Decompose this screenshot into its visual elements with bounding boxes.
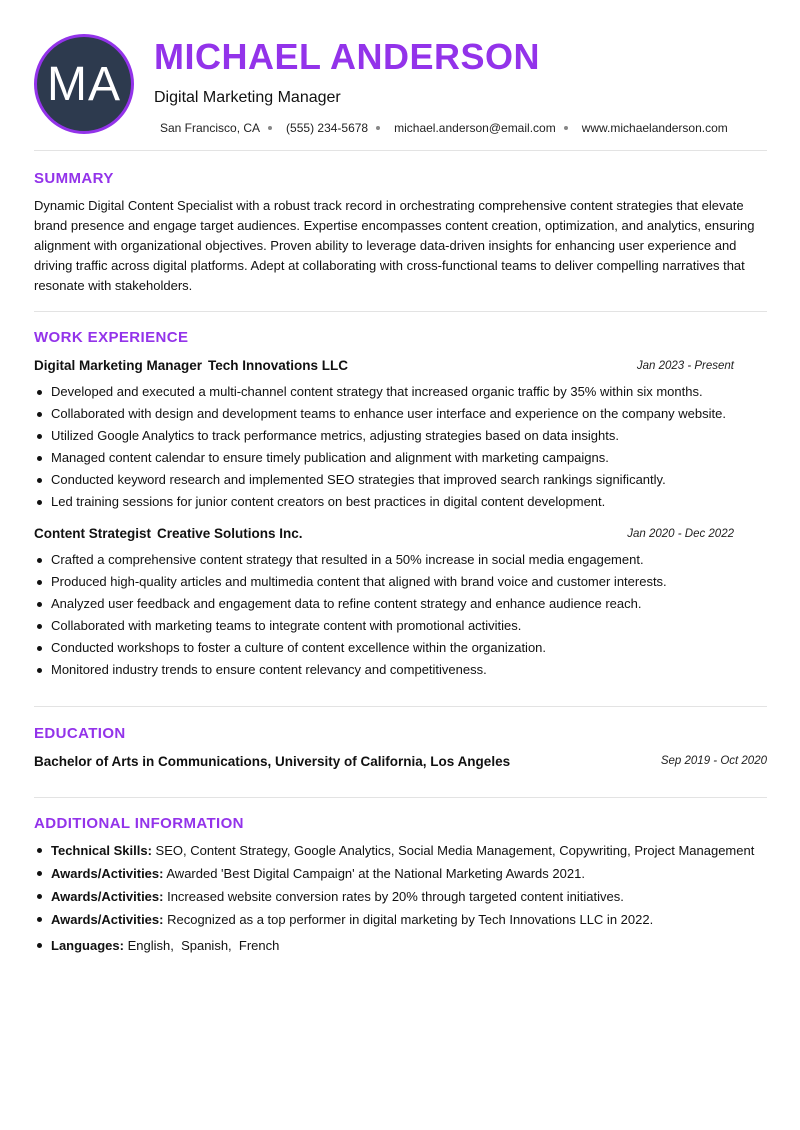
list-item (34, 934, 774, 957)
item-label: Awards/Activities: (51, 889, 164, 904)
candidate-title: Digital Marketing Manager (154, 89, 341, 106)
summary-text: Dynamic Digital Content Specialist with a robust track record in orchestrating comprehensive content strategies that elevate brand presence and engage target audiences. Expertise encompasses content creation, optimization, and analytics, ensuring alignment with organizational objectives. Proven ability to leverage data-driven insights for enhancing user experience and driving traffic across digital platforms. Adept at collaborating with cross-functional teams to deliver compelling narratives that resonate with stakeholders. (34, 198, 755, 293)
contact-location: San Francisco, CA (160, 121, 261, 135)
job-bullets (34, 381, 774, 513)
list-item (34, 885, 774, 908)
divider (34, 706, 767, 707)
list-item: Analyzed user feedback and engagement data to refine content strategy and enhance audience reach. (34, 593, 774, 615)
job-dates: Jan 2023 - Present (636, 360, 734, 372)
list-item: Conducted workshops to foster a culture of content excellence within the organization. (34, 637, 774, 659)
list-item: Conducted keyword research and implemented SEO strategies that improved search rankings significantly. (34, 469, 774, 491)
list-item: Collaborated with design and development teams to enhance user interface and experience on the company website. (34, 403, 774, 425)
job-company: Creative Solutions Inc. (157, 526, 303, 541)
list-item: Collaborated with marketing teams to integrate content with promotional activities. (34, 615, 774, 637)
separator-dot-icon (376, 126, 380, 130)
education-heading: EDUCATION (34, 725, 126, 742)
job-role: Content Strategist (34, 526, 152, 541)
education-degree: Bachelor of Arts in Communications, University of California, Los Angeles (34, 754, 511, 769)
education-dates: Sep 2019 - Oct 2020 (660, 755, 767, 767)
list-item (34, 908, 774, 931)
job-header (34, 526, 767, 541)
item-text: Awarded 'Best Digital Campaign' at the National Marketing Awards 2021. (166, 866, 585, 881)
job-header (34, 358, 767, 373)
contact-email[interactable]: michael.anderson@email.com (394, 121, 556, 135)
avatar: MA (34, 34, 134, 134)
item-label: Languages: (51, 938, 124, 953)
job-company: Tech Innovations LLC (208, 358, 349, 373)
contact-line (160, 121, 728, 135)
item-text: Increased website conversion rates by 20% through targeted content initiatives. (167, 889, 624, 904)
summary-heading: SUMMARY (34, 170, 114, 187)
list-item: Monitored industry trends to ensure content relevancy and competitiveness. (34, 659, 774, 681)
additional-info-list (34, 839, 774, 957)
item-label: Technical Skills: (51, 843, 152, 858)
list-item (34, 862, 774, 885)
list-item: Crafted a comprehensive content strategy that resulted in a 50% increase in social media engagement. (34, 549, 774, 571)
divider (34, 150, 767, 151)
list-item: Managed content calendar to ensure timely publication and alignment with marketing campaigns. (34, 447, 774, 469)
job-role: Digital Marketing Manager (34, 358, 203, 373)
item-text: Recognized as a top performer in digital marketing by Tech Innovations LLC in 2022. (167, 912, 654, 927)
list-item: Produced high-quality articles and multimedia content that aligned with brand voice and customer interests. (34, 571, 774, 593)
contact-phone: (555) 234-5678 (286, 121, 369, 135)
list-item (34, 839, 774, 862)
separator-dot-icon (564, 126, 568, 130)
item-label: Awards/Activities: (51, 912, 164, 927)
item-label: Awards/Activities: (51, 866, 164, 881)
list-item: Developed and executed a multi-channel content strategy that increased organic traffic by 35% within six months. (34, 381, 774, 403)
separator-dot-icon (268, 126, 272, 130)
additional-info-heading: ADDITIONAL INFORMATION (34, 815, 244, 832)
item-text: SEO, Content Strategy, Google Analytics, Social Media Management, Copywriting, Project Management (155, 843, 755, 858)
divider (34, 311, 767, 312)
list-item: Led training sessions for junior content creators on best practices in digital content development. (34, 491, 774, 513)
job-dates: Jan 2020 - Dec 2022 (627, 528, 734, 540)
divider (34, 797, 767, 798)
candidate-name: MICHAEL ANDERSON (154, 36, 541, 77)
job-bullets (34, 549, 774, 681)
contact-website[interactable]: www.michaelanderson.com (581, 121, 728, 135)
work-experience-heading: WORK EXPERIENCE (34, 329, 189, 346)
item-text: English, Spanish, French (127, 938, 280, 953)
list-item: Utilized Google Analytics to track performance metrics, adjusting strategies based on data insights. (34, 425, 774, 447)
